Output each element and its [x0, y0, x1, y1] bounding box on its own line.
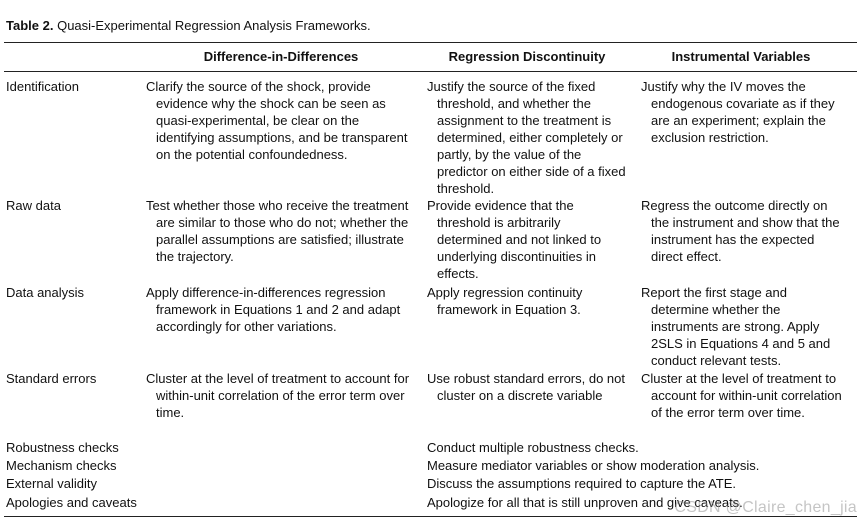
- cell-data-analysis-iv: Report the first stage and determine whether the instruments are strong. Apply 2SLS in Equations 4 and 5 and conduct relevant tests.: [641, 285, 831, 368]
- row-label-standard-errors: Standard errors: [6, 371, 97, 386]
- cell-standard-errors-rd: Use robust standard errors, do not cluster on a discrete variable: [427, 371, 625, 403]
- row-label-robustness: Robustness checks: [6, 440, 119, 455]
- row-label-raw-data: Raw data: [6, 198, 61, 213]
- cell-standard-errors-did: Cluster at the level of treatment to account for within-unit correlation of the error term over time.: [146, 371, 410, 420]
- cell-raw-data-iv: Regress the outcome directly on the instrument and show that the instrument has the expected direct effect.: [641, 198, 840, 264]
- table-caption: [6, 18, 371, 34]
- cell-raw-data-did: Test whether those who receive the treatment are similar to those who do not; whether the parallel assumptions are satisfied; illustrate the trajectory.: [146, 198, 409, 264]
- column-header-did: Difference-in-Differences: [203, 49, 359, 64]
- cell-raw-data-rd: Provide evidence that the threshold is arbitrarily determined and not linked to underlying discontinuities in effects.: [427, 198, 602, 281]
- row-label-identification: Identification: [6, 79, 79, 94]
- cell-identification-iv: Justify why the IV moves the endogenous covariate as if they are an experiment; explain the exclusion restriction.: [641, 79, 835, 145]
- row-label-apologies: Apologies and caveats: [6, 495, 137, 510]
- cell-robustness: Conduct multiple robustness checks.: [427, 440, 639, 455]
- cell-standard-errors-iv: Cluster at the level of treatment to account for within-unit correlation of the error term over time.: [641, 371, 842, 420]
- cell-identification-did: Clarify the source of the shock, provide evidence why the shock can be seen as quasi-experimental, be clear on the identifying assumptions, and be transparent on the potential confoundedness.: [146, 79, 408, 162]
- cell-external-validity: Discuss the assumptions required to capture the ATE.: [427, 476, 737, 491]
- row-label-external-validity: External validity: [6, 476, 98, 491]
- column-header-iv: Instrumental Variables: [671, 49, 811, 64]
- cell-mechanism: Measure mediator variables or show moderation analysis.: [427, 458, 760, 473]
- cell-data-analysis-did: Apply difference-in-differences regression framework in Equations 1 and 2 and adapt accordingly for other variations.: [146, 285, 401, 334]
- row-label-mechanism: Mechanism checks: [6, 458, 117, 473]
- row-label-data-analysis: Data analysis: [6, 285, 85, 300]
- table-caption-label: Table 2.: [6, 18, 54, 33]
- cell-identification-rd: Justify the source of the fixed threshold, and whether the assignment to the treatment is determined, either completely or partly, by the value of the predictor on either side of a fixed threshold.: [427, 79, 626, 196]
- table-top-rule: [4, 42, 857, 43]
- column-header-rd: Regression Discontinuity: [448, 49, 606, 64]
- cell-apologies: Apologize for all that is still unproven and give caveats.: [427, 495, 743, 510]
- table-caption-title: Quasi-Experimental Regression Analysis Frameworks.: [57, 18, 371, 33]
- cell-data-analysis-rd: Apply regression continuity framework in Equation 3.: [427, 285, 583, 317]
- table-header-rule: [4, 71, 857, 72]
- watermark-text: CSDN @Claire_chen_jia: [674, 499, 857, 516]
